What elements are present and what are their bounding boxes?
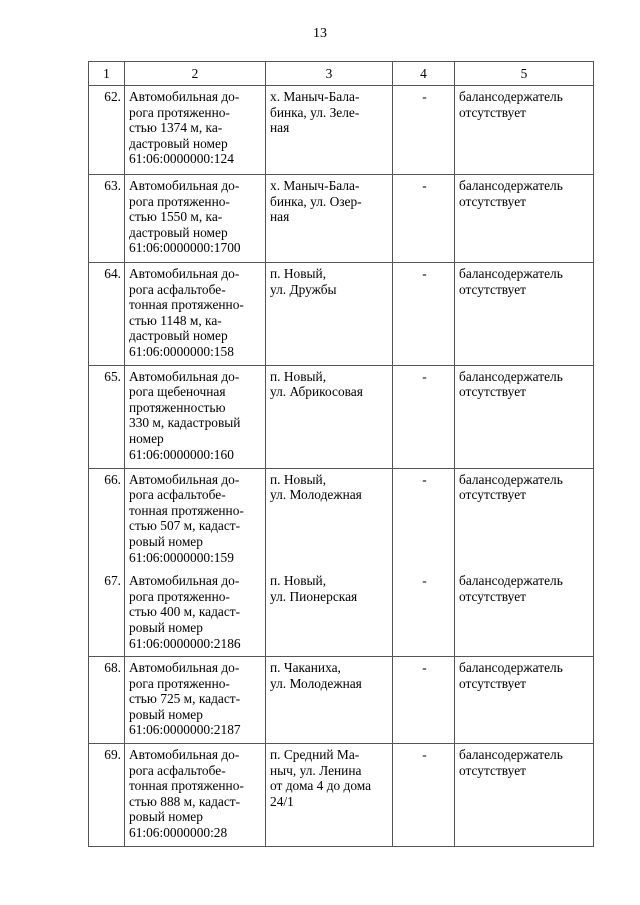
location-text: п. Новый, ул. Дружбы — [270, 266, 337, 297]
header-col-1: 1 — [89, 62, 125, 86]
balance-holder — [455, 365, 594, 468]
location-text: х. Маныч-Бала- бинка, ул. Зеле- ная — [270, 89, 360, 136]
table-row — [89, 468, 594, 570]
object-description — [125, 86, 266, 175]
object-text: Автомобильная до- рога протяженно- стью 400 м, кадаст- ровый номер 61:06:0000000:2186 — [129, 573, 241, 651]
object-text: Автомобильная до- рога протяженно- стью 1374 м, ка- дастровый номер 61:06:0000000:124 — [129, 89, 240, 167]
object-description — [125, 263, 266, 366]
col4-value: - — [393, 263, 455, 366]
object-description — [125, 365, 266, 468]
object-description — [125, 570, 266, 656]
row-number: 67. — [89, 570, 125, 656]
table-row — [89, 86, 594, 175]
col4-value: - — [393, 657, 455, 744]
location-text: п. Чаканиха, ул. Молодежная — [270, 660, 362, 691]
holder-text: балансодержатель отсутствует — [459, 747, 563, 778]
table-row — [89, 263, 594, 366]
location-text: п. Новый, ул. Пионерская — [270, 573, 358, 604]
col4-value: - — [393, 570, 455, 656]
location-text: п. Новый, ул. Абрикосовая — [270, 368, 363, 400]
table-row — [89, 657, 594, 744]
holder-text: балансодержатель отсутствует — [459, 178, 563, 209]
holder-text: балансодержатель отсутствует — [459, 471, 563, 503]
row-number: 69. — [89, 744, 125, 847]
balance-holder — [455, 263, 594, 366]
col4-value: - — [393, 365, 455, 468]
object-description — [125, 468, 266, 570]
object-text: Автомобильная до- рога асфальтобе- тонная протяженно- стью 888 м, кадаст- ровый номер 61:06:0000000:28 — [129, 747, 244, 841]
object-location — [266, 86, 393, 175]
object-location — [266, 175, 393, 263]
property-table — [88, 61, 594, 847]
object-description — [125, 657, 266, 744]
location-text: х. Маныч-Бала- бинка, ул. Озер- ная — [270, 178, 362, 225]
col4-value: - — [393, 744, 455, 847]
col4-value: - — [393, 175, 455, 263]
object-location — [266, 570, 393, 656]
row-number: 68. — [89, 657, 125, 744]
row-number: 65. — [89, 365, 125, 468]
object-location — [266, 365, 393, 468]
header-col-3: 3 — [266, 62, 393, 86]
col4-value: - — [393, 86, 455, 175]
header-col-4: 4 — [393, 62, 455, 86]
object-description — [125, 175, 266, 263]
holder-text: балансодержатель отсутствует — [459, 660, 563, 691]
balance-holder — [455, 744, 594, 847]
header-col-2: 2 — [125, 62, 266, 86]
page-number: 13 — [313, 26, 327, 41]
row-number: 62. — [89, 86, 125, 175]
object-location — [266, 263, 393, 366]
table-header-row — [89, 62, 594, 86]
balance-holder — [455, 570, 594, 656]
object-location — [266, 468, 393, 570]
object-description — [125, 744, 266, 847]
balance-holder — [455, 468, 594, 570]
table-row — [89, 744, 594, 847]
balance-holder — [455, 86, 594, 175]
row-number: 64. — [89, 263, 125, 366]
location-text: п. Средний Ма- ныч, ул. Ленина от дома 4 до дома 24/1 — [270, 747, 372, 809]
table-row — [89, 570, 594, 656]
table-row — [89, 175, 594, 263]
holder-text: балансодержатель отсутствует — [459, 266, 563, 297]
object-text: Автомобильная до- рога протяженно- стью 725 м, кадаст- ровый номер 61:06:0000000:2187 — [129, 660, 241, 738]
object-text: Автомобильная до- рога асфальтобе- тонная протяженно- стью 507 м, кадаст- ровый номер 61:06:0000000:159 — [129, 471, 244, 565]
object-location — [266, 657, 393, 744]
object-text: Автомобильная до- рога асфальтобе- тонная протяженно- стью 1148 м, ка- дастровый номер 61:06:0000000:158 — [129, 266, 244, 359]
row-number: 66. — [89, 468, 125, 570]
object-text: Автомобильная до- рога щебеночная протяженностью 330 м, кадастровый номер 61:06:0000000:160 — [129, 368, 241, 462]
location-text: п. Новый, ул. Молодежная — [270, 471, 362, 503]
object-location — [266, 744, 393, 847]
header-col-5: 5 — [455, 62, 594, 86]
balance-holder — [455, 657, 594, 744]
object-text: Автомобильная до- рога протяженно- стью 1550 м, ка- дастровый номер 61:06:0000000:1700 — [129, 178, 241, 256]
holder-text: балансодержатель отсутствует — [459, 368, 563, 400]
row-number: 63. — [89, 175, 125, 263]
col4-value: - — [393, 468, 455, 570]
table-row — [89, 365, 594, 468]
balance-holder — [455, 175, 594, 263]
holder-text: балансодержатель отсутствует — [459, 573, 563, 604]
holder-text: балансодержатель отсутствует — [459, 89, 563, 120]
